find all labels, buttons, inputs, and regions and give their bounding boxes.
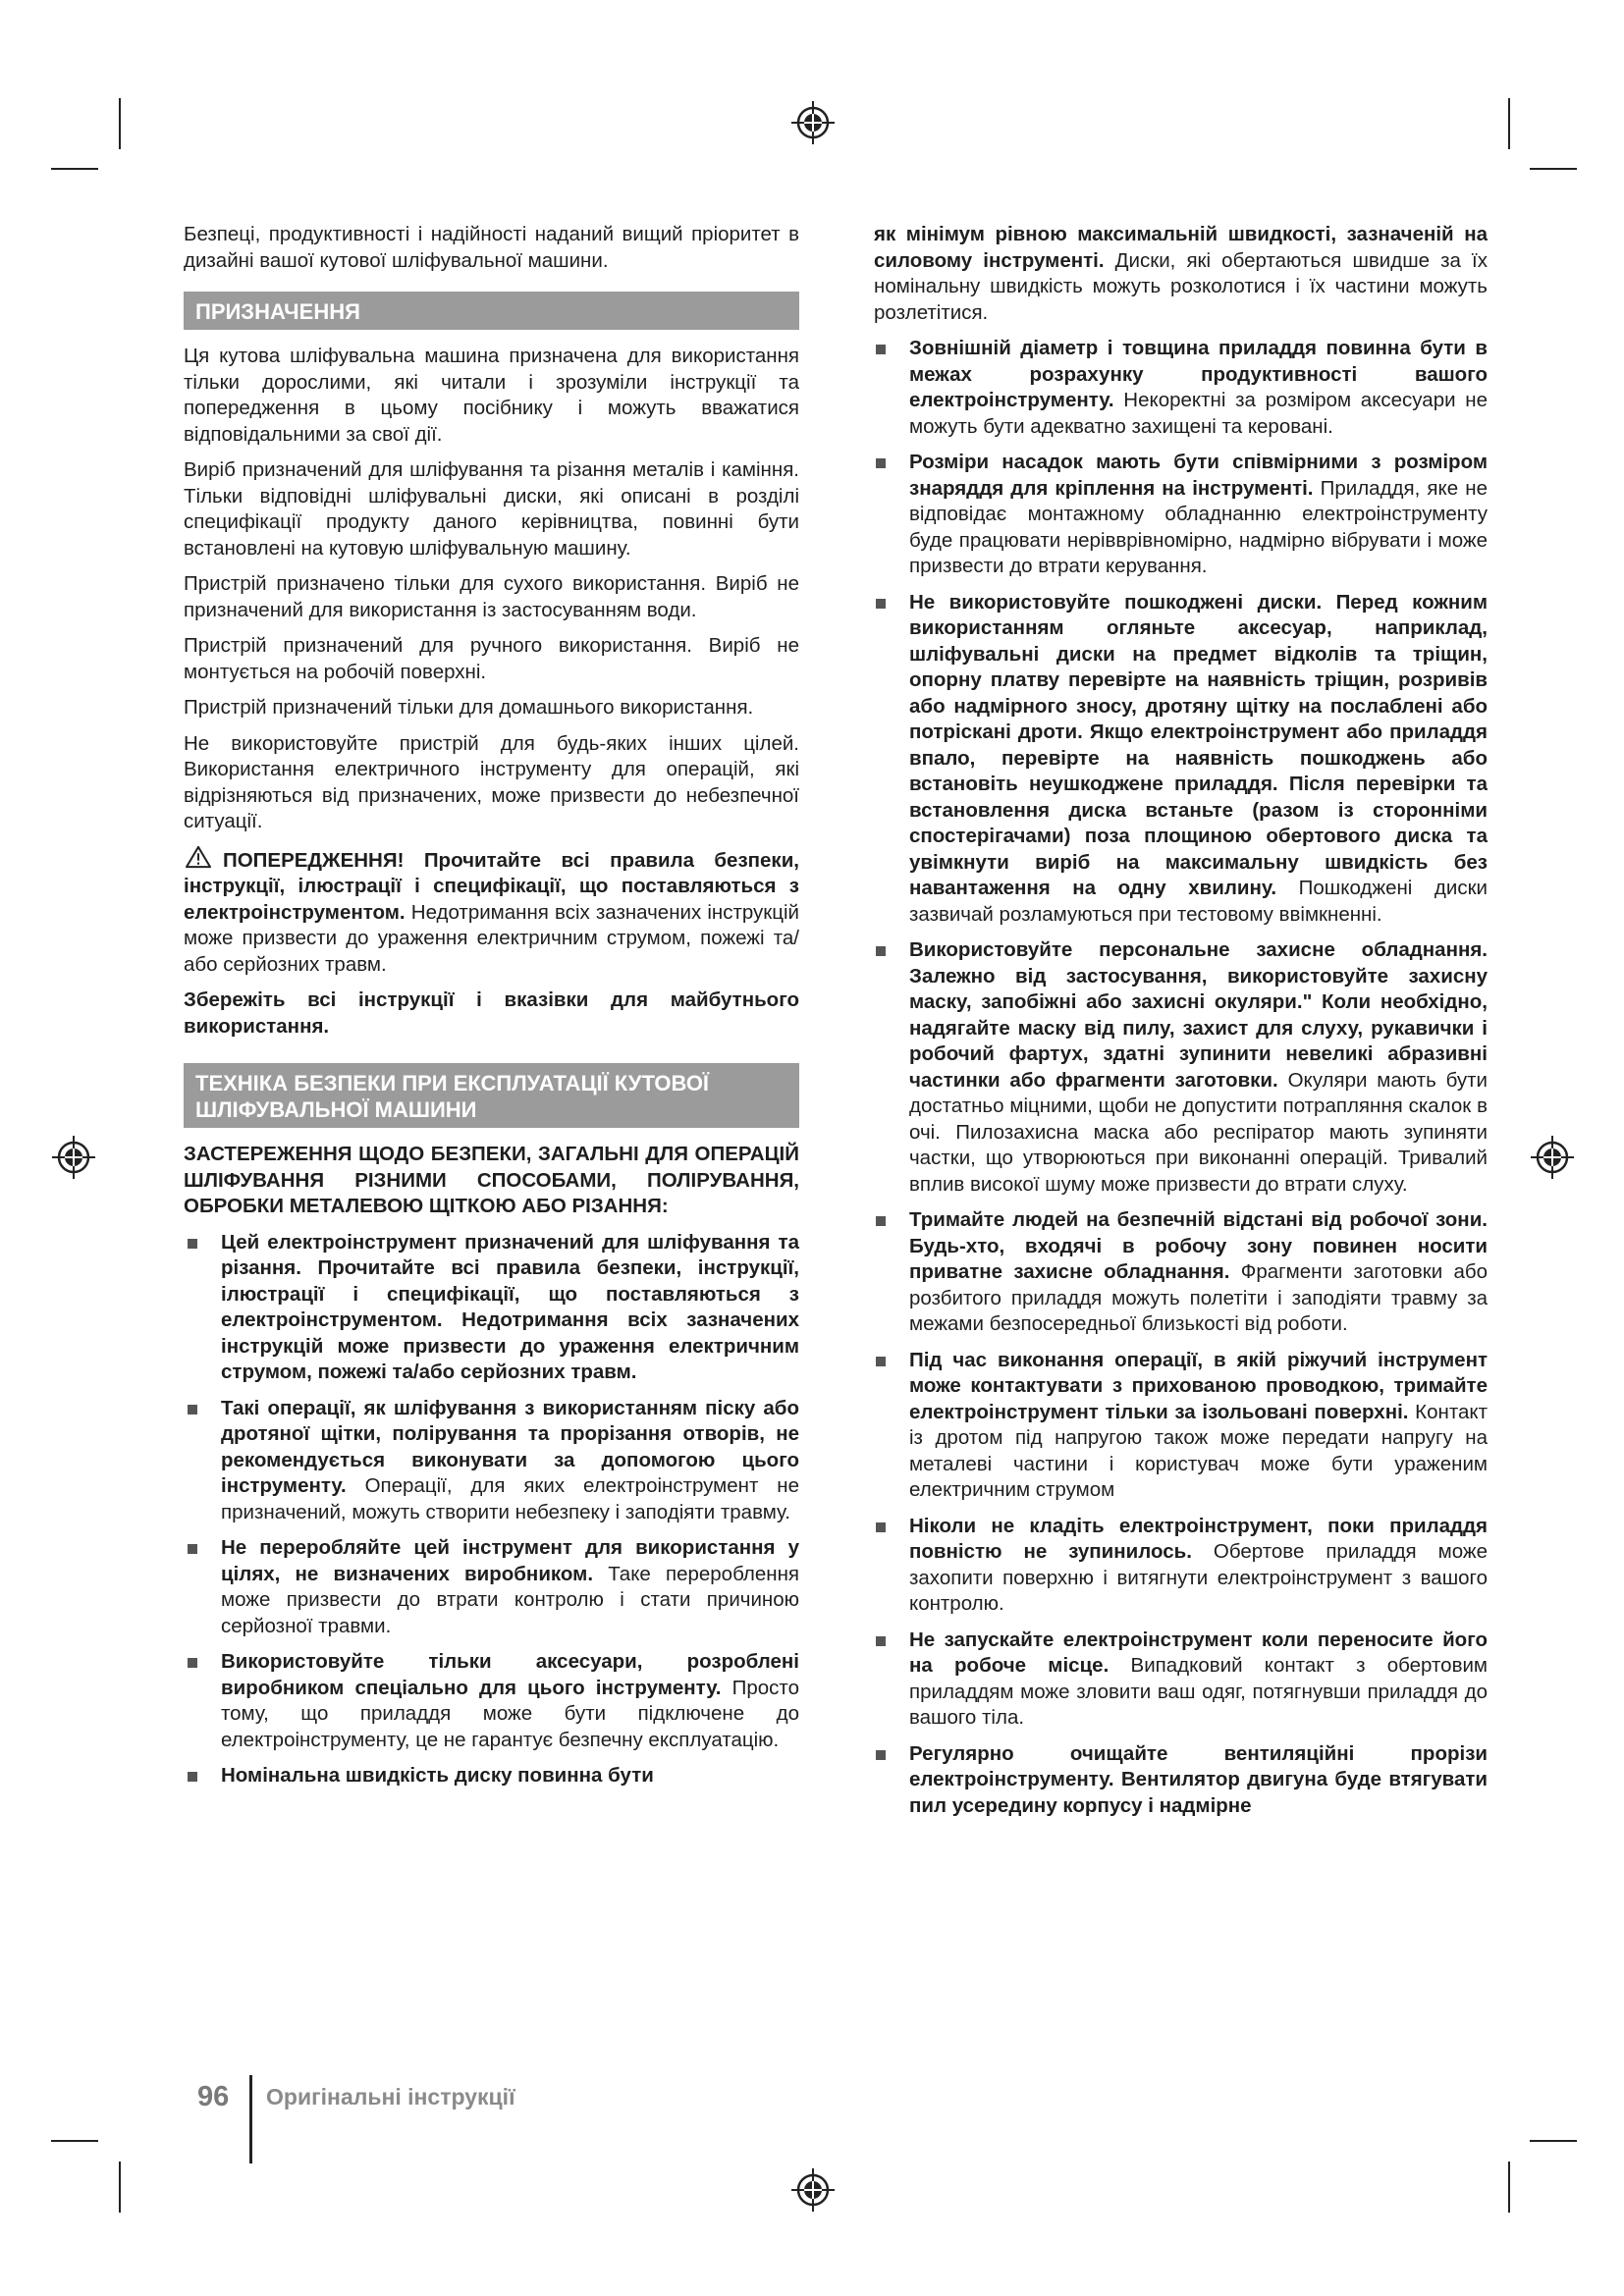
purpose-paragraph: Виріб призначений для шліфування та різання металів і каміння. Тільки відповідні шліфувальні диски, які описані в розділі специфікації продукту даного керівництва, повинні бути встановлені на кутовую шліфувальную машину.: [184, 458, 799, 560]
bullet-icon: [876, 1522, 886, 1532]
warning-bold-text: ПОПЕРЕДЖЕННЯ! Прочитайте всі правила безпеки, інструкції, ілюстрації і специфікації, що поставляються з електроінструментом.: [184, 848, 799, 924]
crop-mark-top-left-vertical: [119, 98, 121, 149]
list-item: Зовнішній діаметр і товщина приладдя повинна бути в межах розрахунку продуктивності вашого електроінструменту. Некоректні за розміром аксесуари не можуть бути адекватно захищені та керовані.: [872, 336, 1488, 440]
crop-mark-top-right-vertical: [1508, 98, 1510, 149]
crop-mark-bottom-right-horizontal: [1530, 2140, 1577, 2142]
safety-subheading: ЗАСТЕРЕЖЕННЯ ЩОДО БЕЗПЕКИ, ЗАГАЛЬНІ ДЛЯ ОПЕРАЦІЙ ШЛІФУВАННЯ РІЗНИМИ СПОСОБАМИ, ПОЛІРУВАННЯ, ОБРОБКИ МЕТАЛЕВОЮ ЩІТКОЮ АБО РІЗАННЯ:: [184, 1143, 799, 1217]
section-heading-purpose: ПРИЗНАЧЕННЯ: [184, 292, 799, 330]
bullet-icon: [876, 1357, 886, 1366]
right-column: [872, 222, 1488, 1829]
purpose-paragraph: Пристрій призначений для ручного використання. Виріб не монтується на робочій поверхні.: [184, 634, 799, 683]
bullet-icon: [876, 946, 886, 956]
list-item: Ніколи не кладіть електроінструмент, поки приладдя повністю не зупинилось. Обертове приладдя може захопити поверхню і витягнути електроінструмент з вашого контролю.: [872, 1514, 1488, 1618]
bullet-icon: [876, 458, 886, 468]
bullet-icon: [876, 1750, 886, 1760]
save-instructions-note: Збережіть всі інструкції і вказівки для майбутнього використання.: [184, 988, 799, 1038]
list-item: Використовуйте тільки аксесуари, розроблені виробником спеціально для цього інструменту. Просто тому, що приладдя може бути підключене до електроінструменту, це не гарантує безпечну експлуатацію.: [184, 1649, 799, 1753]
list-item: Такі операції, як шліфування з використанням піску або дротяної щітки, полірування та прорізання отворів, не рекомендується виконувати за допомогою цього інструменту. Операції, для яких електроінструмент не призначений, можуть створити небезпеку і заподіяти травму.: [184, 1396, 799, 1526]
bullet-icon: [188, 1544, 197, 1554]
crop-mark-bottom-right-vertical: [1508, 2162, 1510, 2213]
bullet-icon: [188, 1772, 197, 1782]
list-item: Не використовуйте пошкоджені диски. Перед кожним використанням огляньте аксесуар, наприклад, шліфувальні диски на предмет відколів та тріщин, опорну платву перевірте на наявність тріщин, розривів або надмірного зносу, дротяну щітку на послаблені або потріскані дроти. Якщо електроінструмент або приладдя впало, перевірте на наявність пошкоджень або встановіть неушкоджене приладдя. Після перевірки та встановлення диска встаньте (разом із сторонніми спостерігачами) поза площиною обертового диска та увімкнути виріб на максимальну швидкість без навантаження на одну хвилину. Пошкоджені диски зазвичай розламуються при тестовому ввімкненні.: [872, 590, 1488, 929]
continuation-paragraph: як мінімум рівною максимальній швидкості, зазначеній на силовому інструменті. Диски, які обертаються швидше за їх номінальну швидкість можуть розколотися і їх частини можуть розлетітися.: [874, 223, 1488, 324]
crop-mark-bottom-left-vertical: [119, 2162, 121, 2213]
bullet-icon: [876, 1636, 886, 1646]
list-item: Розміри насадок мають бути співмірними з розміром знаряддя для кріплення на інструменті. Приладдя, яке не відповідає монтажному обладнанню електроінструменту буде працювати нерівврівномірно, надмірно вібрувати і може призвести до втрати керування.: [872, 450, 1488, 580]
list-item: Не запускайте електроінструмент коли переносите його на робоче місце. Випадковий контакт з обертовим приладдям може зловити ваш одяг, потягнувши приладдя до вашого тіла.: [872, 1628, 1488, 1732]
list-item: Цей електроінструмент призначений для шліфування та різання. Прочитайте всі правила безпеки, інструкції, ілюстрації і специфікації, що поставляються з електроінструментом. Недотримання всіх зазначених інструкцій може призвести до ураження електричним струмом, пожежі та/або серйозних травм.: [184, 1230, 799, 1386]
crop-mark-top-left-horizontal: [51, 168, 98, 170]
registration-mark-icon: [51, 1135, 96, 1180]
list-item: Під час виконання операції, в якій ріжучий інструмент може контактувати з прихованою проводкою, тримайте електроінструмент тільки за ізольовані поверхні. Контакт із дротом під напругою також може передати напругу на металеві частини і користувач може бути ураженим електричним струмом: [872, 1348, 1488, 1504]
warning-paragraph: [184, 845, 799, 979]
left-column: [184, 222, 799, 1799]
list-item: Використовуйте персональне захисне обладнання. Залежно від застосування, використовуйте захисну маску, запобіжні або захисні окуляри." Коли необхідно, надягайте маску від пилу, захист для слуху, рукавички і робочий фартух, здатні зупинити невеликі абразивні частинки або фрагменти заготовки. Окуляри мають бути достатньо міцними, щоби не допустити потрапляння скалок в очі. Пилозахисна маска або респіратор мають зупиняти частки, що утворюються при виконанні операцій. Тривалий вплив високої шуму може призвести до втрати слуху.: [872, 937, 1488, 1198]
crop-mark-bottom-left-horizontal: [51, 2140, 98, 2142]
bullet-icon: [188, 1658, 197, 1668]
intro-paragraph: Безпеці, продуктивності і надійності наданий вищий пріоритет в дизайні вашої кутової шліфувальної машини.: [184, 223, 799, 272]
crop-mark-top-right-horizontal: [1530, 168, 1577, 170]
list-item: Не переробляйте цей інструмент для використання у цілях, не визначених виробником. Таке перероблення може призвести до втрати контролю і стати причиною серйозної травми.: [184, 1535, 799, 1639]
bullet-icon: [876, 1216, 886, 1226]
registration-mark-icon: [1530, 1135, 1575, 1180]
registration-mark-icon: [790, 100, 836, 145]
warning-triangle-icon: [184, 845, 213, 869]
bullet-icon: [188, 1239, 197, 1249]
safety-list-left: [184, 1230, 799, 1789]
purpose-paragraph: Пристрій призначений тільки для домашнього використання.: [184, 696, 754, 719]
purpose-paragraph: Не використовуйте пристрій для будь-яких інших цілей. Використання електричного інструменту для операцій, які відрізняються від призначених, може призвести до небезпечної ситуації.: [184, 731, 799, 832]
footer-divider: [249, 2075, 252, 2163]
list-item: Тримайте людей на безпечній відстані від робочої зони. Будь-хто, входячі в робочу зону повинен носити приватне захисне обладнання. Фрагменти заготовки або розбитого приладдя можуть полетіти і заподіяти травму за межами безпосередньої близькості від роботи.: [872, 1207, 1488, 1338]
list-item: Номінальна швидкість диску повинна бути: [184, 1763, 799, 1789]
bullet-icon: [876, 599, 886, 609]
footer-title: Оригінальні інструкції: [266, 2084, 515, 2109]
section-heading-safety: ТЕХНІКА БЕЗПЕКИ ПРИ ЕКСПЛУАТАЦІЇ КУТОВОЇ ШЛІФУВАЛЬНОЇ МАШИНИ: [184, 1063, 799, 1128]
purpose-paragraph: Пристрій призначено тільки для сухого використання. Виріб не призначений для використання із застосуванням води.: [184, 572, 799, 621]
registration-mark-icon: [790, 2167, 836, 2213]
purpose-paragraph: Ця кутова шліфувальна машина призначена для використання тільки дорослими, які читали і зрозуміли інструкції та попередження в цьому посібнику і можуть вважатися відповідальними за свої дії.: [184, 345, 799, 446]
bullet-icon: [876, 345, 886, 354]
page-number: 96: [197, 2081, 230, 2112]
bullet-icon: [188, 1405, 197, 1415]
list-item: Регулярно очищайте вентиляційні прорізи електроінструменту. Вентилятор двигуна буде втягувати пил усередину корпусу і надмірне: [872, 1741, 1488, 1820]
safety-list-right: [872, 336, 1488, 1819]
warning-text: Недотримання всіх зазначених інструкцій може призвести до ураження електричним струмом, пожежі та/або серйозних травм.: [184, 900, 799, 976]
